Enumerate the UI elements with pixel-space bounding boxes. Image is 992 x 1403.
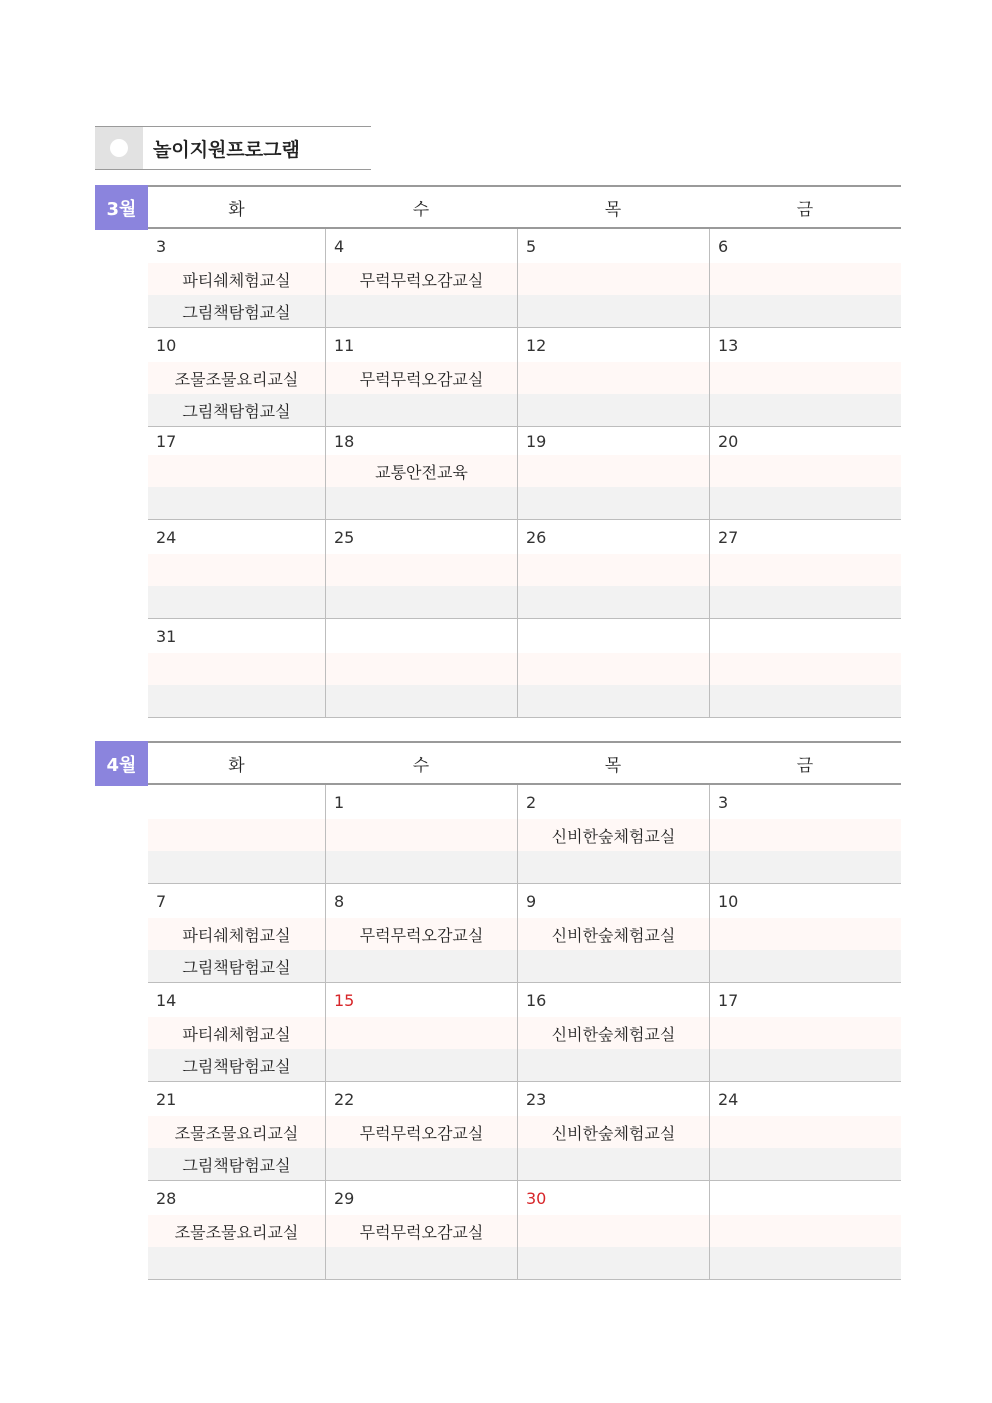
- event-primary: [710, 554, 901, 586]
- day-cell: [709, 328, 901, 426]
- day-number: 11: [326, 328, 517, 362]
- day-number: 9: [518, 884, 709, 918]
- event-secondary: [148, 487, 325, 519]
- event-primary: [710, 653, 901, 685]
- day-cell: [148, 1181, 325, 1279]
- weekday-header: 화: [228, 755, 245, 776]
- month-badge: 3월: [95, 185, 148, 230]
- event-secondary: [710, 851, 901, 883]
- event-primary: 무럭무럭오감교실: [326, 1215, 517, 1247]
- event-secondary: 그림책탐험교실: [148, 950, 325, 982]
- event-secondary: [710, 1247, 901, 1279]
- day-number: 20: [710, 427, 901, 455]
- event-secondary: 그림책탐험교실: [148, 295, 325, 327]
- day-cell: [148, 328, 325, 426]
- calendar-grid: [148, 741, 901, 1280]
- day-number: 19: [518, 427, 709, 455]
- week-row: [148, 520, 901, 619]
- day-cell: [517, 983, 709, 1081]
- event-primary: [518, 1215, 709, 1247]
- day-number: 7: [148, 884, 325, 918]
- day-cell: [148, 229, 325, 327]
- day-number: 26: [518, 520, 709, 554]
- weekday-header: 목: [604, 755, 622, 776]
- event-secondary: [710, 487, 901, 519]
- day-cell: [517, 1082, 709, 1180]
- day-cell: [325, 328, 517, 426]
- day-number: 24: [148, 520, 325, 554]
- section-title: 놀이지원프로그램: [153, 138, 300, 161]
- day-cell: [148, 619, 325, 717]
- day-cell: [517, 785, 709, 883]
- event-primary: [326, 554, 517, 586]
- day-number: 16: [518, 983, 709, 1017]
- event-primary: [710, 1116, 901, 1148]
- event-primary: [518, 653, 709, 685]
- day-cell: [517, 884, 709, 982]
- event-primary: [710, 362, 901, 394]
- section-title-block: [95, 126, 371, 170]
- day-number: 29: [326, 1181, 517, 1215]
- day-cell: [709, 1082, 901, 1180]
- event-primary: [710, 918, 901, 950]
- day-cell: [709, 983, 901, 1081]
- event-secondary: [148, 685, 325, 717]
- event-secondary: [326, 1247, 517, 1279]
- event-secondary: [710, 685, 901, 717]
- day-number: 17: [710, 983, 901, 1017]
- event-primary: [518, 554, 709, 586]
- day-cell: [148, 884, 325, 982]
- event-primary: 파티쉐체험교실: [148, 918, 325, 950]
- weekday-header-row: [148, 741, 901, 785]
- event-primary: [710, 455, 901, 487]
- day-cell: [325, 1082, 517, 1180]
- week-row: [148, 884, 901, 983]
- day-number: 8: [326, 884, 517, 918]
- day-number: 17: [148, 427, 325, 455]
- week-rows: [148, 229, 901, 718]
- week-row: [148, 1082, 901, 1181]
- event-primary: [710, 1017, 901, 1049]
- event-secondary: [518, 1247, 709, 1279]
- event-secondary: [710, 950, 901, 982]
- event-secondary: [326, 685, 517, 717]
- day-cell: [325, 785, 517, 883]
- day-number: 31: [148, 619, 325, 653]
- day-cell: [325, 229, 517, 327]
- day-cell: [325, 1181, 517, 1279]
- day-number: 21: [148, 1082, 325, 1116]
- day-number: 30: [518, 1181, 709, 1215]
- week-row: [148, 983, 901, 1082]
- event-secondary: [518, 487, 709, 519]
- day-number: 27: [710, 520, 901, 554]
- event-primary: 무럭무럭오감교실: [326, 918, 517, 950]
- event-secondary: 그림책탐험교실: [148, 1049, 325, 1081]
- day-number: [518, 619, 709, 653]
- day-cell: [709, 884, 901, 982]
- day-cell: [709, 427, 901, 519]
- calendar-grid: [148, 185, 901, 718]
- event-primary: 교통안전교육: [326, 455, 517, 487]
- event-secondary: [326, 586, 517, 618]
- day-number: 3: [710, 785, 901, 819]
- event-primary: 무럭무럭오감교실: [326, 1116, 517, 1148]
- event-primary: [148, 455, 325, 487]
- event-secondary: [326, 1049, 517, 1081]
- day-cell: [517, 328, 709, 426]
- month-badge: 4월: [95, 741, 148, 786]
- circle-bullet-icon: [110, 139, 128, 157]
- day-cell: [709, 229, 901, 327]
- week-rows: [148, 785, 901, 1280]
- event-secondary: [148, 851, 325, 883]
- day-number: 6: [710, 229, 901, 263]
- event-secondary: 그림책탐험교실: [148, 394, 325, 426]
- day-cell: [148, 983, 325, 1081]
- event-secondary: [710, 295, 901, 327]
- event-primary: [148, 653, 325, 685]
- event-primary: 조물조물요리교실: [148, 362, 325, 394]
- event-primary: 파티쉐체험교실: [148, 263, 325, 295]
- event-secondary: [518, 586, 709, 618]
- day-cell: [517, 427, 709, 519]
- day-number: 12: [518, 328, 709, 362]
- event-secondary: [710, 1148, 901, 1180]
- event-primary: [710, 263, 901, 295]
- day-number: 28: [148, 1181, 325, 1215]
- day-number: [326, 619, 517, 653]
- day-cell: [148, 520, 325, 618]
- day-number: 2: [518, 785, 709, 819]
- day-number: 3: [148, 229, 325, 263]
- weekday-header: 수: [412, 199, 430, 220]
- event-primary: [710, 819, 901, 851]
- week-row: [148, 619, 901, 718]
- day-number: 10: [710, 884, 901, 918]
- week-row: [148, 427, 901, 520]
- event-secondary: [518, 1049, 709, 1081]
- day-cell: [325, 427, 517, 519]
- event-secondary: [326, 1148, 517, 1180]
- event-primary: [518, 362, 709, 394]
- event-primary: [710, 1215, 901, 1247]
- weekday-header: 수: [412, 755, 430, 776]
- event-primary: 무럭무럭오감교실: [326, 362, 517, 394]
- event-secondary: [518, 1148, 709, 1180]
- event-secondary: [518, 295, 709, 327]
- day-cell: [325, 619, 517, 717]
- event-secondary: [518, 851, 709, 883]
- event-secondary: [518, 950, 709, 982]
- day-cell: [709, 619, 901, 717]
- day-cell: [709, 520, 901, 618]
- event-primary: [518, 263, 709, 295]
- event-primary: 조물조물요리교실: [148, 1215, 325, 1247]
- event-primary: 신비한숲체험교실: [518, 918, 709, 950]
- event-primary: 신비한숲체험교실: [518, 1017, 709, 1049]
- event-secondary: [326, 394, 517, 426]
- day-cell: [325, 520, 517, 618]
- event-primary: [148, 554, 325, 586]
- event-secondary: [148, 1247, 325, 1279]
- day-cell: [709, 1181, 901, 1279]
- day-cell: [517, 229, 709, 327]
- day-number: [148, 785, 325, 819]
- event-secondary: [326, 487, 517, 519]
- event-primary: [326, 819, 517, 851]
- day-number: 22: [326, 1082, 517, 1116]
- event-secondary: [148, 586, 325, 618]
- week-row: [148, 229, 901, 328]
- weekday-header-row: [148, 185, 901, 229]
- event-primary: [326, 653, 517, 685]
- bullet-icon-box: [95, 127, 143, 169]
- event-primary: [148, 819, 325, 851]
- day-cell: [517, 1181, 709, 1279]
- event-secondary: [326, 851, 517, 883]
- weekday-header: 화: [228, 199, 245, 220]
- day-number: 18: [326, 427, 517, 455]
- day-number: 14: [148, 983, 325, 1017]
- week-row: [148, 328, 901, 427]
- event-primary: 신비한숲체험교실: [518, 819, 709, 851]
- weekday-header: 금: [796, 199, 814, 220]
- day-number: [710, 619, 901, 653]
- week-row: [148, 785, 901, 884]
- event-primary: 파티쉐체험교실: [148, 1017, 325, 1049]
- event-secondary: [518, 394, 709, 426]
- event-secondary: [710, 1049, 901, 1081]
- day-number: [710, 1181, 901, 1215]
- event-secondary: [710, 394, 901, 426]
- weekday-header: 금: [796, 755, 814, 776]
- event-primary: [518, 455, 709, 487]
- event-primary: 신비한숲체험교실: [518, 1116, 709, 1148]
- day-number: 24: [710, 1082, 901, 1116]
- day-cell: [148, 427, 325, 519]
- day-number: 1: [326, 785, 517, 819]
- day-cell: [148, 1082, 325, 1180]
- day-number: 23: [518, 1082, 709, 1116]
- weekday-header: 목: [604, 199, 622, 220]
- day-cell: [709, 785, 901, 883]
- event-secondary: [326, 295, 517, 327]
- day-cell: [517, 619, 709, 717]
- day-cell: [325, 983, 517, 1081]
- day-number: 13: [710, 328, 901, 362]
- day-number: 5: [518, 229, 709, 263]
- event-primary: 조물조물요리교실: [148, 1116, 325, 1148]
- day-cell: [517, 520, 709, 618]
- event-primary: [326, 1017, 517, 1049]
- day-cell: [325, 884, 517, 982]
- day-number: 15: [326, 983, 517, 1017]
- day-number: 10: [148, 328, 325, 362]
- event-secondary: [710, 586, 901, 618]
- week-row: [148, 1181, 901, 1280]
- event-secondary: 그림책탐험교실: [148, 1148, 325, 1180]
- day-number: 4: [326, 229, 517, 263]
- event-secondary: [326, 950, 517, 982]
- event-secondary: [518, 685, 709, 717]
- event-primary: 무럭무럭오감교실: [326, 263, 517, 295]
- day-number: 25: [326, 520, 517, 554]
- day-cell: [148, 785, 325, 883]
